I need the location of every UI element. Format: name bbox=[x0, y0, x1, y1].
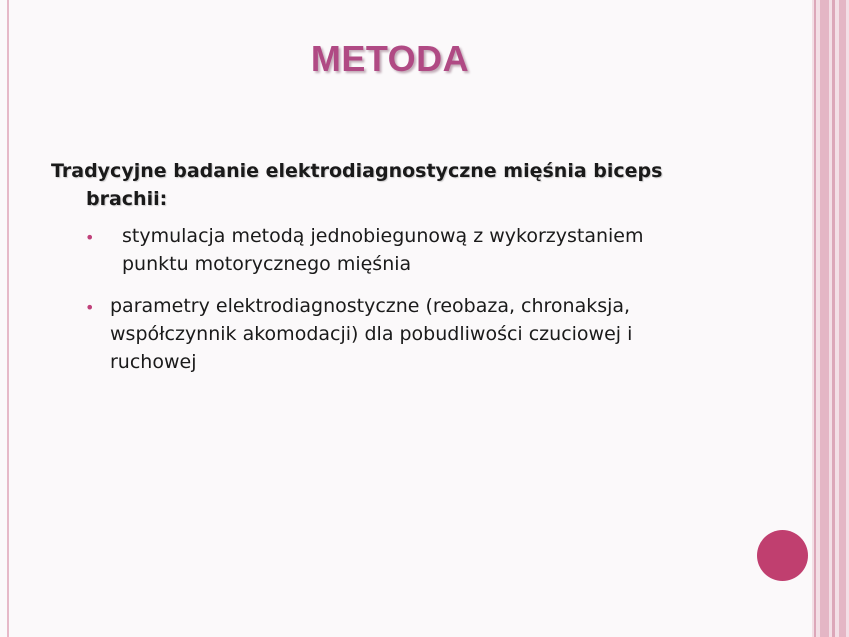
section-heading bbox=[51, 157, 671, 213]
list-item bbox=[82, 292, 702, 376]
right-decorative-stripes bbox=[812, 0, 849, 637]
bullet-list bbox=[82, 222, 702, 390]
bullet-text: stymulacja metodą jednobiegunową z wykorzystaniem punktu motorycznego mięśnia bbox=[122, 225, 644, 275]
heading-line-1: Tradycyjne badanie elektrodiagnostyczne mięśnia biceps bbox=[51, 160, 663, 182]
left-border-line bbox=[7, 0, 9, 637]
bullet-text: parametry elektrodiagnostyczne (reobaza, chronaksja, współczynnik akomodacji) dla pobudliwości czuciowej i ruchowej bbox=[110, 295, 633, 373]
decorative-circle bbox=[757, 530, 808, 581]
list-item bbox=[82, 222, 702, 278]
bullet-icon: • bbox=[85, 298, 95, 317]
stripe bbox=[832, 0, 835, 637]
stripe bbox=[839, 0, 846, 637]
slide-title: METODA bbox=[310, 38, 470, 79]
heading-line-2: brachii: bbox=[86, 188, 168, 210]
stripe bbox=[814, 0, 816, 637]
stripe bbox=[820, 0, 829, 637]
bullet-icon: • bbox=[85, 228, 95, 247]
